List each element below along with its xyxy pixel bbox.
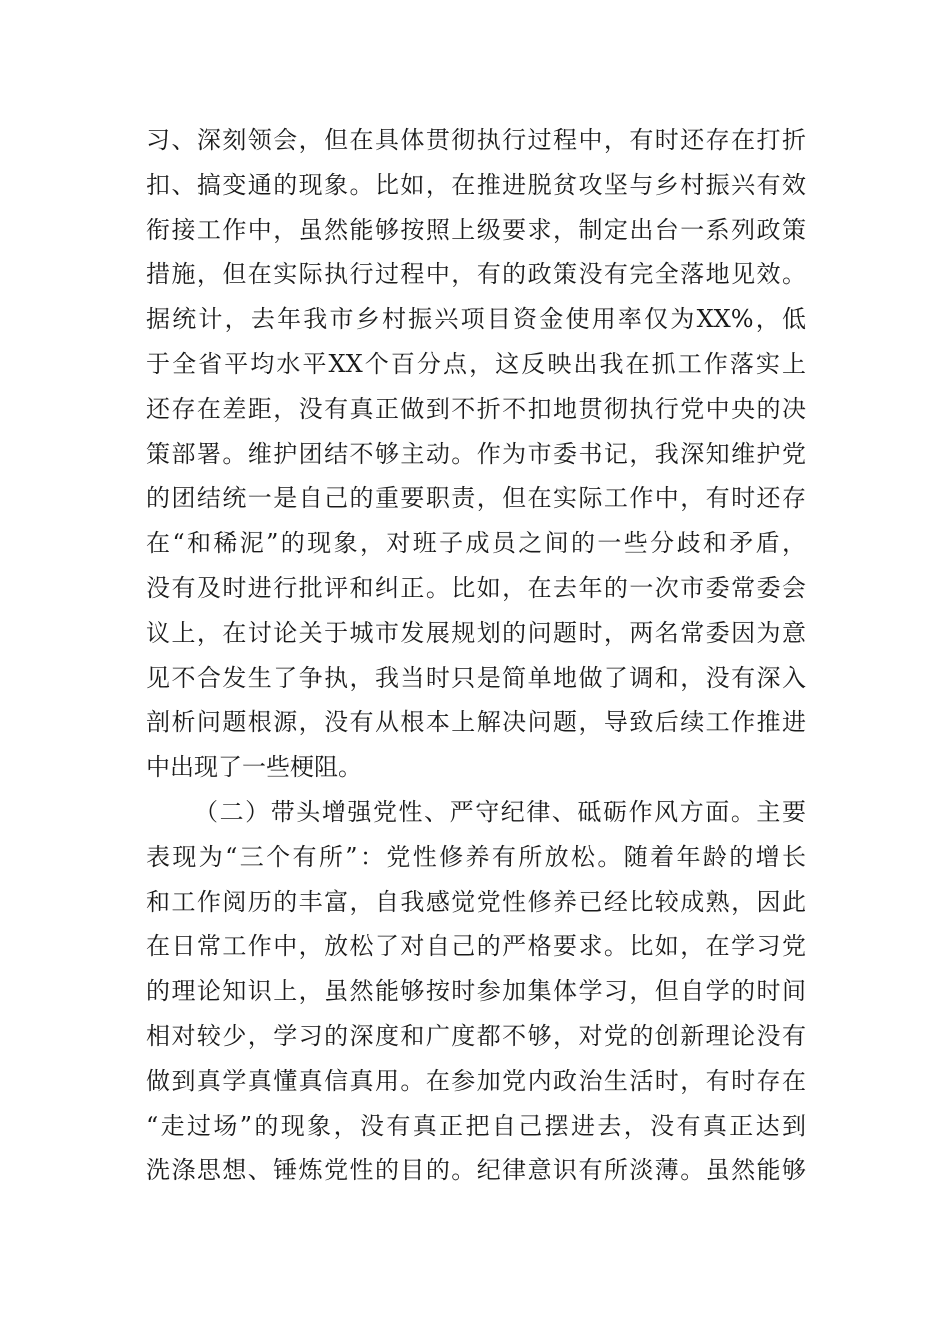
text-line: 剖析问题根源，没有从根本上解决问题，导致后续工作推进 xyxy=(146,708,806,737)
text-line: 衔接工作中，虽然能够按照上级要求，制定出台一系列政策 xyxy=(146,215,806,244)
text-line: 的团结统一是自己的重要职责，但在实际工作中，有时还存 xyxy=(146,484,806,513)
text-line: “走过场”的现象，没有真正把自己摆进去，没有真正达到 xyxy=(146,1111,806,1140)
text-line: 扣、搞变通的现象。比如，在推进脱贫攻坚与乡村振兴有效 xyxy=(146,170,806,199)
text-line: 的理论知识上，虽然能够按时参加集体学习，但自学的时间 xyxy=(146,977,806,1006)
paragraph-2 xyxy=(146,790,806,1193)
text-line: 中出现了一些梗阻。 xyxy=(146,753,362,782)
text-line: 在日常工作中，放松了对自己的严格要求。比如，在学习党 xyxy=(146,932,806,961)
text-line: 策部署。维护团结不够主动。作为市委书记，我深知维护党 xyxy=(146,439,806,468)
text-line: 做到真学真懂真信真用。在参加党内政治生活时，有时存在 xyxy=(146,1066,806,1095)
text-line: 还存在差距，没有真正做到不折不扣地贯彻执行党中央的决 xyxy=(146,394,806,423)
section-heading-line: （二）带头增强党性、严守纪律、砥砺作风方面。主要 xyxy=(194,797,806,826)
text-line: 习、深刻领会，但在具体贯彻执行过程中，有时还存在打折 xyxy=(146,126,806,154)
text-line: 洗涤思想、锤炼党性的目的。纪律意识有所淡薄。虽然能够 xyxy=(146,1156,806,1185)
text-line: 表现为“三个有所”：党性修养有所放松。随着年龄的增长 xyxy=(146,842,806,871)
text-line: 于全省平均水平XX个百分点，这反映出我在抓工作落实上 xyxy=(146,349,806,378)
text-line: 没有及时进行批评和纠正。比如，在去年的一次市委常委会 xyxy=(146,573,806,602)
text-line: 相对较少，学习的深度和广度都不够，对党的创新理论没有 xyxy=(146,1021,806,1050)
paragraph-1 xyxy=(146,118,806,790)
document-body xyxy=(146,118,806,1193)
text-line: 在“和稀泥”的现象，对班子成员之间的一些分歧和矛盾， xyxy=(146,529,806,558)
text-line: 见不合发生了争执，我当时只是简单地做了调和，没有深入 xyxy=(146,663,806,692)
text-line: 措施，但在实际执行过程中，有的政策没有完全落地见效。 xyxy=(146,260,806,289)
text-line: 和工作阅历的丰富，自我感觉党性修养已经比较成熟，因此 xyxy=(146,887,806,916)
text-line: 议上，在讨论关于城市发展规划的问题时，两名常委因为意 xyxy=(146,618,806,647)
text-line: 据统计，去年我市乡村振兴项目资金使用率仅为XX%，低 xyxy=(146,305,806,334)
